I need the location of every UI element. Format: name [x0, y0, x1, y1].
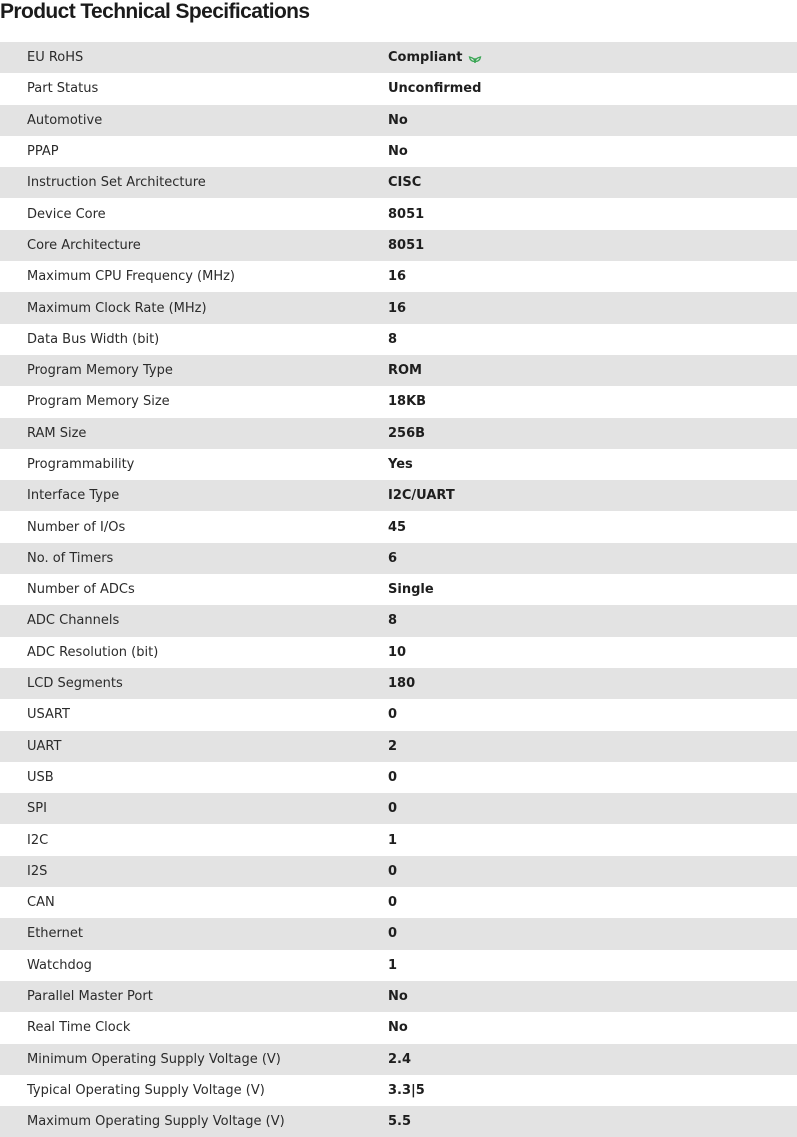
- spec-value: [388, 363, 422, 378]
- spec-row: [0, 292, 797, 323]
- spec-label: Instruction Set Architecture: [27, 175, 206, 191]
- spec-value: [388, 801, 397, 816]
- spec-value-text: I2C/UART: [388, 488, 455, 504]
- spec-value-text: 0: [388, 707, 398, 723]
- spec-value-text: 0: [388, 895, 398, 911]
- spec-row: [0, 574, 797, 605]
- spec-value-text: 16: [388, 269, 407, 285]
- spec-row: [0, 136, 797, 167]
- spec-value-text: ROM: [388, 363, 422, 379]
- spec-row: [0, 167, 797, 198]
- spec-label: Programmability: [27, 457, 135, 472]
- spec-value-text: 2.4: [388, 1051, 412, 1067]
- spec-label: Automotive: [27, 112, 103, 128]
- spec-value: [388, 895, 397, 910]
- spec-row: [0, 824, 797, 855]
- spec-value: [388, 582, 434, 597]
- spec-label: LCD Segments: [27, 676, 123, 692]
- spec-label: Number of ADCs: [27, 582, 135, 598]
- spec-label: Typical Operating Supply Voltage (V): [27, 1082, 265, 1098]
- spec-label: PPAP: [27, 144, 59, 160]
- spec-value-text: 6: [388, 550, 398, 566]
- spec-value-text: 8051: [388, 206, 425, 222]
- spec-value: [388, 81, 481, 96]
- spec-value: [388, 394, 426, 409]
- spec-row: [0, 355, 797, 386]
- spec-value: [388, 50, 482, 65]
- spec-row: [0, 511, 797, 542]
- spec-row: [0, 480, 797, 511]
- spec-value-text: 18KB: [388, 394, 427, 410]
- spec-value: [388, 426, 425, 441]
- spec-value: [388, 770, 397, 785]
- spec-value: [388, 958, 397, 973]
- spec-value-text: 3.3|5: [388, 1082, 425, 1098]
- spec-value-text: 8: [388, 613, 398, 629]
- spec-row: [0, 981, 797, 1012]
- spec-label: Core Architecture: [27, 237, 141, 253]
- spec-value: [388, 269, 406, 284]
- spec-row: [0, 856, 797, 887]
- spec-value: [388, 645, 406, 660]
- spec-label: Maximum CPU Frequency (MHz): [27, 269, 235, 285]
- spec-label: Number of I/Os: [27, 519, 126, 535]
- spec-label: EU RoHS: [27, 50, 84, 66]
- spec-label: RAM Size: [27, 425, 87, 441]
- spec-label: Program Memory Type: [27, 363, 173, 379]
- spec-value-text: No: [388, 144, 408, 160]
- spec-value: [388, 1020, 408, 1035]
- spec-value: [388, 551, 397, 566]
- spec-value: [388, 144, 408, 159]
- spec-value: [388, 332, 397, 347]
- spec-value-text: 5.5: [388, 1114, 412, 1130]
- spec-label: Program Memory Size: [27, 394, 170, 410]
- spec-value-text: 180: [388, 676, 416, 692]
- spec-label: Minimum Operating Supply Voltage (V): [27, 1051, 281, 1067]
- spec-value-text: Compliant: [388, 50, 463, 66]
- spec-label: No. of Timers: [27, 550, 114, 566]
- spec-value: [388, 1114, 411, 1129]
- spec-row: [0, 699, 797, 730]
- spec-row: [0, 105, 797, 136]
- spec-row: [0, 42, 797, 73]
- spec-value: [388, 457, 413, 472]
- spec-value-text: 8051: [388, 237, 425, 253]
- spec-value: [388, 676, 415, 691]
- spec-label: Ethernet: [27, 926, 83, 942]
- spec-value: [388, 520, 406, 535]
- spec-value-text: 2: [388, 738, 398, 754]
- spec-value-text: No: [388, 1020, 408, 1036]
- spec-value: [388, 301, 406, 316]
- spec-row: [0, 543, 797, 574]
- spec-label: Part Status: [27, 81, 99, 97]
- spec-row: [0, 668, 797, 699]
- page-title: Product Technical Specifications: [0, 0, 310, 23]
- spec-value: [388, 113, 408, 128]
- spec-row: [0, 1106, 797, 1137]
- spec-row: [0, 324, 797, 355]
- spec-row: [0, 261, 797, 292]
- spec-value-text: No: [388, 989, 408, 1005]
- spec-value-text: 8: [388, 331, 398, 347]
- spec-value-text: Single: [388, 582, 434, 598]
- spec-label: UART: [27, 738, 62, 754]
- spec-value-text: Yes: [388, 457, 413, 472]
- spec-label: Interface Type: [27, 488, 120, 504]
- spec-row: [0, 950, 797, 981]
- leaf-icon: [468, 52, 482, 64]
- spec-value: [388, 739, 397, 754]
- spec-value: [388, 175, 421, 190]
- spec-row: [0, 73, 797, 104]
- spec-value-text: No: [388, 112, 408, 128]
- spec-value-text: CISC: [388, 175, 422, 191]
- spec-value-text: 0: [388, 801, 398, 817]
- spec-row: [0, 731, 797, 762]
- spec-value: [388, 238, 424, 253]
- spec-row: [0, 605, 797, 636]
- spec-row: [0, 1044, 797, 1075]
- spec-row: [0, 918, 797, 949]
- spec-label: ADC Channels: [27, 613, 120, 629]
- spec-value-text: 10: [388, 644, 407, 660]
- spec-value-text: 16: [388, 300, 407, 316]
- spec-value-text: 0: [388, 863, 398, 879]
- spec-value-text: 256B: [388, 425, 426, 441]
- spec-label: ADC Resolution (bit): [27, 644, 159, 660]
- spec-label: I2C: [27, 832, 49, 848]
- spec-value-text: 0: [388, 769, 398, 785]
- spec-value: [388, 989, 408, 1004]
- spec-value: [388, 926, 397, 941]
- spec-row: [0, 1075, 797, 1106]
- spec-value: [388, 207, 424, 222]
- spec-row: [0, 230, 797, 261]
- spec-label: CAN: [27, 895, 55, 911]
- spec-value: [388, 864, 397, 879]
- spec-value-text: 1: [388, 832, 398, 848]
- spec-value: [388, 833, 397, 848]
- spec-value: [388, 1083, 425, 1098]
- spec-label: SPI: [27, 801, 47, 817]
- spec-label: I2S: [27, 863, 48, 879]
- spec-label: Watchdog: [27, 957, 92, 973]
- spec-row: [0, 1012, 797, 1043]
- spec-value: [388, 707, 397, 722]
- spec-row: [0, 637, 797, 668]
- spec-label: Real Time Clock: [27, 1020, 131, 1036]
- spec-row: [0, 762, 797, 793]
- spec-label: Parallel Master Port: [27, 989, 153, 1005]
- spec-label: Maximum Operating Supply Voltage (V): [27, 1114, 285, 1130]
- spec-value: [388, 613, 397, 628]
- spec-value-text: Unconfirmed: [388, 81, 482, 97]
- spec-value: [388, 1052, 411, 1067]
- spec-label: Data Bus Width (bit): [27, 331, 160, 347]
- spec-row: [0, 887, 797, 918]
- spec-row: [0, 198, 797, 229]
- spec-label: USART: [27, 707, 70, 723]
- spec-label: Device Core: [27, 206, 106, 222]
- spec-value-text: 45: [388, 519, 407, 535]
- spec-label: USB: [27, 769, 54, 785]
- spec-value-text: 1: [388, 957, 398, 973]
- spec-row: [0, 793, 797, 824]
- spec-value: [388, 488, 455, 503]
- spec-row: [0, 386, 797, 417]
- spec-label: Maximum Clock Rate (MHz): [27, 300, 207, 316]
- spec-row: [0, 449, 797, 480]
- spec-value-text: 0: [388, 926, 398, 942]
- spec-row: [0, 418, 797, 449]
- spec-table: [0, 42, 797, 1137]
